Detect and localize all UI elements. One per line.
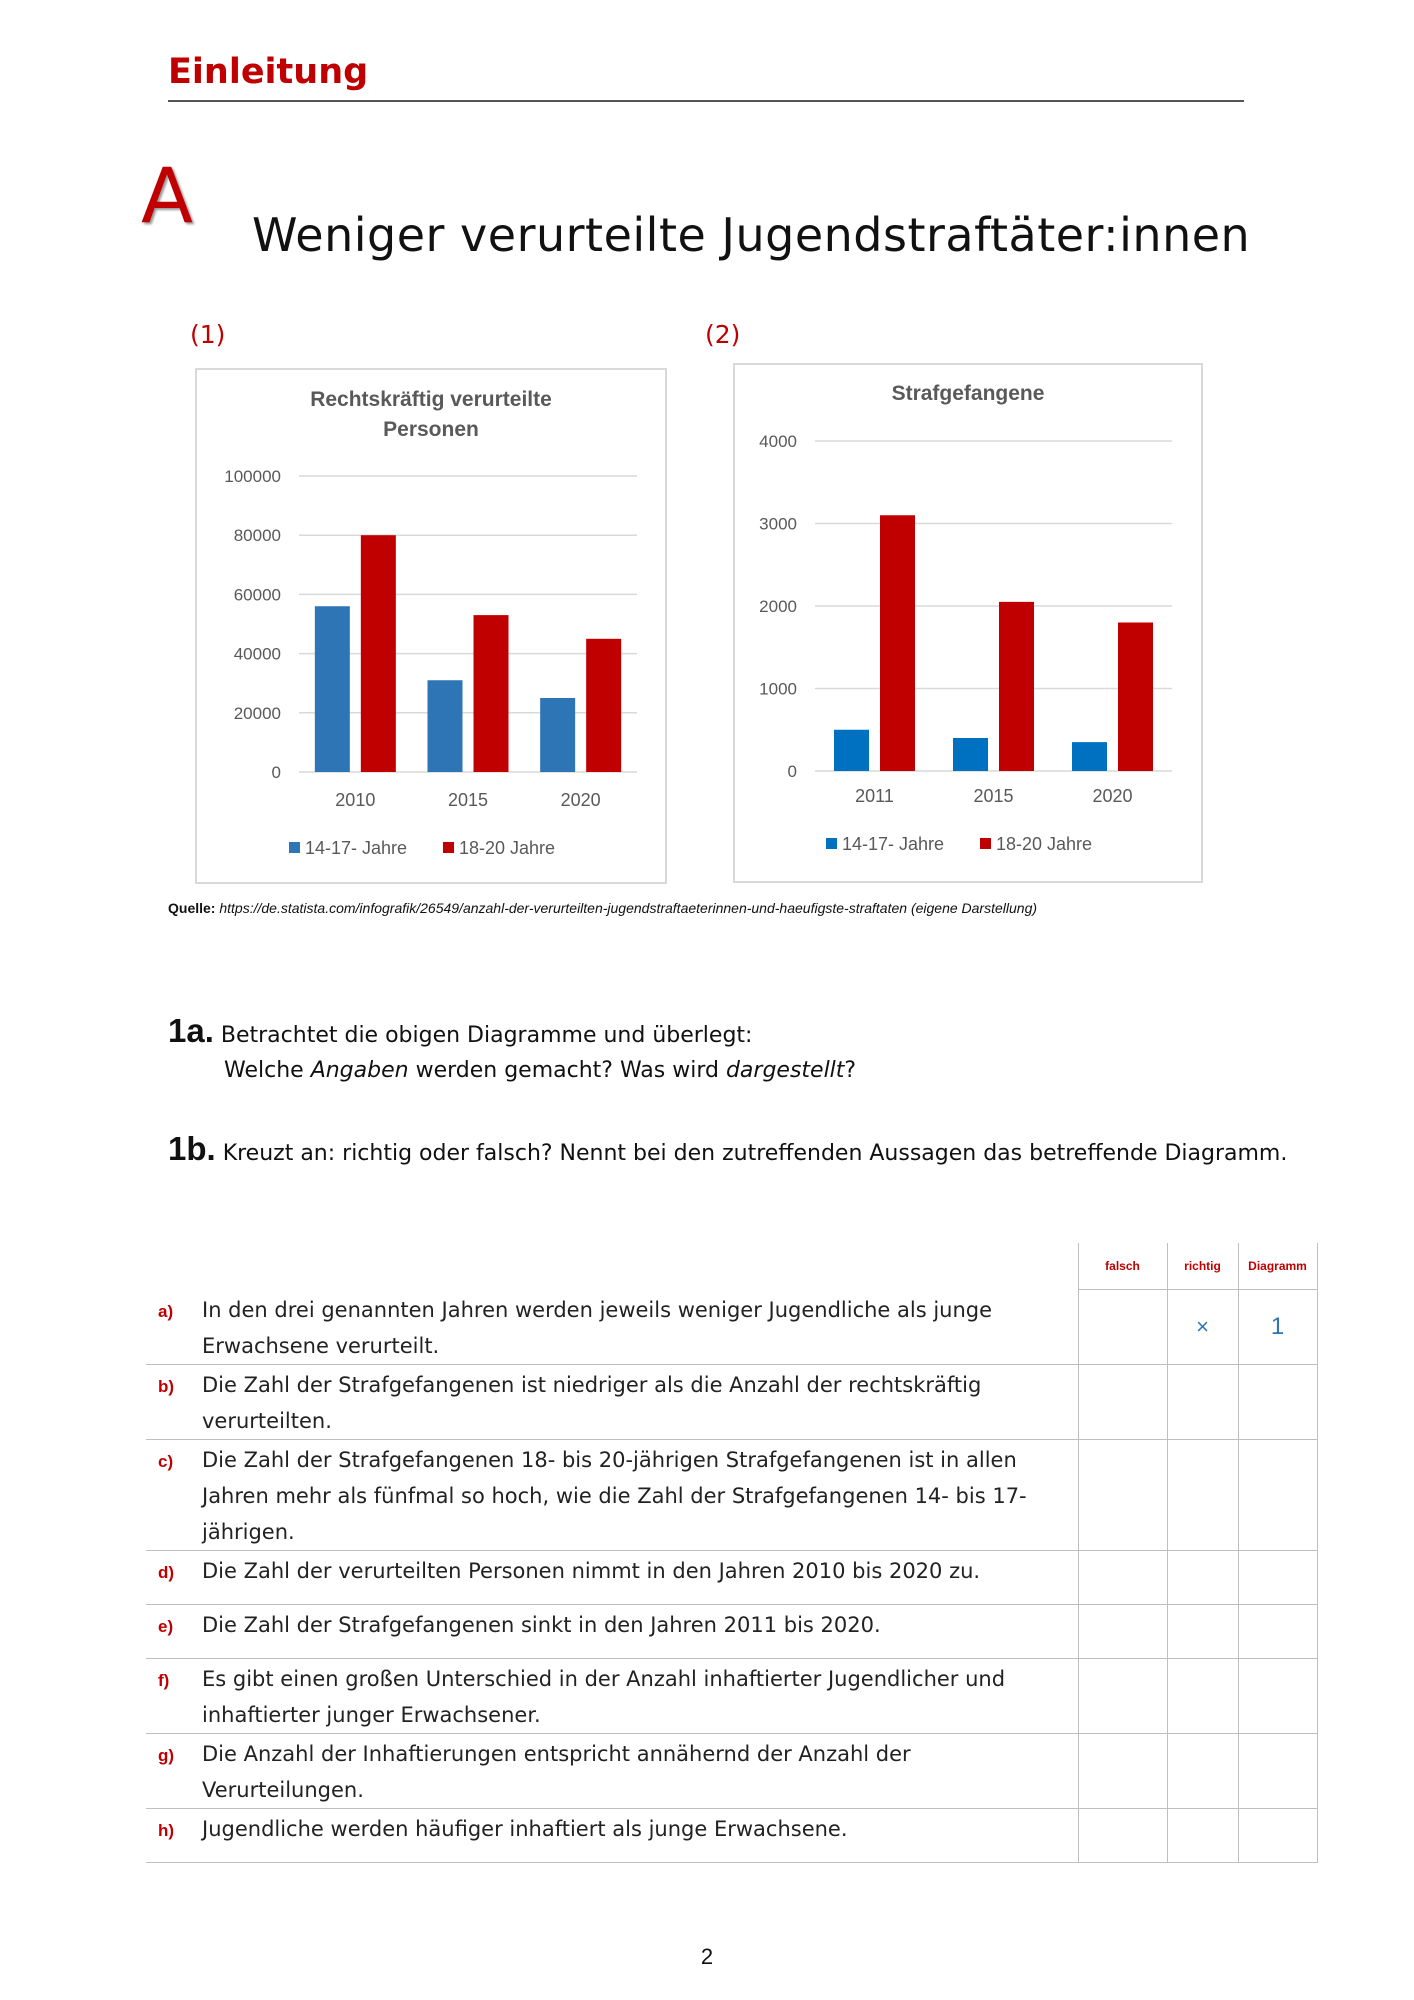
chart-svg-1 <box>197 370 665 882</box>
row-statement: Es gibt einen großen Unterschied in der Anzahl inhaftierter Jugendlicher und inhaftierter junger Erwachsener. <box>202 1658 1078 1733</box>
row-statement: Die Anzahl der Inhaftierungen entspricht annähernd der Anzahl der Verurteilungen. <box>202 1733 1078 1808</box>
row-letter: d) <box>146 1550 202 1604</box>
header-diagramm: Diagramm <box>1238 1243 1317 1290</box>
legend-swatch <box>289 842 300 853</box>
section-letter: A <box>141 151 193 240</box>
y-tick-label: 40000 <box>233 644 281 664</box>
task-1a-question <box>224 1058 856 1083</box>
chart-title: Personen <box>383 418 479 441</box>
checkbox-richtig[interactable] <box>1167 1808 1238 1862</box>
x-tick-label: 2015 <box>973 786 1014 806</box>
q-part: werden gemacht? Was wird <box>408 1058 726 1083</box>
diagram-field[interactable] <box>1238 1604 1317 1658</box>
task-1b-number: 1b. <box>168 1130 216 1167</box>
y-tick-label: 20000 <box>233 703 281 723</box>
bar <box>474 615 509 772</box>
checkbox-falsch[interactable] <box>1078 1439 1167 1550</box>
figure-label-2: (2) <box>705 320 741 349</box>
task-1a <box>168 1012 752 1050</box>
checkbox-falsch[interactable] <box>1078 1658 1167 1733</box>
y-tick-label: 1000 <box>759 679 797 699</box>
table-row <box>146 1733 1317 1808</box>
diagram-field[interactable] <box>1238 1733 1317 1808</box>
y-tick-label: 0 <box>271 763 281 782</box>
bar <box>428 680 463 772</box>
task-1a-text: Betrachtet die obigen Diagramme und überlegt: <box>220 1023 753 1048</box>
diagram-field[interactable] <box>1238 1808 1317 1862</box>
bar <box>540 698 575 772</box>
bar <box>586 639 621 772</box>
row-statement: Jugendliche werden häufiger inhaftiert als junge Erwachsene. <box>202 1808 1078 1862</box>
checkbox-falsch[interactable] <box>1078 1604 1167 1658</box>
checkbox-richtig[interactable] <box>1167 1733 1238 1808</box>
checkbox-falsch[interactable] <box>1078 1550 1167 1604</box>
y-tick-label: 100000 <box>224 467 281 486</box>
y-tick-label: 2000 <box>759 597 797 616</box>
checkbox-richtig[interactable] <box>1167 1604 1238 1658</box>
table-row <box>146 1658 1317 1733</box>
q-emphasis: dargestellt <box>725 1058 845 1083</box>
checkbox-richtig[interactable] <box>1167 1439 1238 1550</box>
bar <box>1072 742 1107 771</box>
checkbox-richtig[interactable] <box>1167 1364 1238 1439</box>
q-emphasis: Angaben <box>310 1058 409 1083</box>
y-tick-label: 3000 <box>759 514 797 534</box>
x-tick-label: 2011 <box>855 786 894 806</box>
diagram-field[interactable]: 1 <box>1238 1290 1317 1365</box>
x-tick-label: 2020 <box>1092 786 1133 806</box>
bar <box>361 535 396 772</box>
row-statement: Die Zahl der Strafgefangenen sinkt in den Jahren 2011 bis 2020. <box>202 1604 1078 1658</box>
row-letter: g) <box>146 1733 202 1808</box>
chart-title: Rechtskräftig verurteilte <box>310 388 552 411</box>
bar <box>1118 623 1153 772</box>
y-tick-label: 4000 <box>759 432 797 451</box>
chart-title: Strafgefangene <box>891 382 1045 405</box>
y-tick-label: 60000 <box>233 585 281 605</box>
x-tick-label: 2010 <box>335 790 376 810</box>
bar <box>880 515 915 771</box>
task-1b-text: Kreuzt an: richtig oder falsch? Nennt bei den zutreffenden Aussagen das betreffende Diagramm. <box>222 1141 1288 1166</box>
header-richtig: richtig <box>1167 1243 1238 1290</box>
diagram-field[interactable] <box>1238 1364 1317 1439</box>
diagram-field[interactable] <box>1238 1658 1317 1733</box>
checkbox-richtig[interactable] <box>1167 1550 1238 1604</box>
table-row <box>146 1439 1317 1550</box>
legend-swatch <box>826 838 837 849</box>
section-title: Einleitung <box>168 52 369 92</box>
page-number: 2 <box>700 1944 714 1969</box>
row-letter: f) <box>146 1658 202 1733</box>
table-row <box>146 1550 1317 1604</box>
header-falsch: falsch <box>1078 1243 1167 1290</box>
row-statement: Die Zahl der Strafgefangenen ist niedriger als die Anzahl der rechtskräftig verurteilten. <box>202 1364 1078 1439</box>
x-tick-label: 2015 <box>447 790 489 810</box>
checkbox-richtig[interactable]: × <box>1167 1290 1238 1365</box>
legend-label: 18-20 Jahre <box>996 834 1093 854</box>
table-header-blank <box>146 1243 1078 1290</box>
bar <box>999 602 1034 771</box>
page-title: Weniger verurteilte Jugendstraftäter:innen <box>252 208 1251 262</box>
row-statement: In den drei genannten Jahren werden jeweils weniger Jugendliche als junge Erwachsene verurteilt. <box>202 1290 1078 1365</box>
y-tick-label: 0 <box>787 762 797 781</box>
table-row <box>146 1364 1317 1439</box>
legend-swatch <box>443 842 454 853</box>
checkbox-falsch[interactable] <box>1078 1808 1167 1862</box>
legend-label: 14-17- Jahre <box>842 834 945 854</box>
checkbox-richtig[interactable] <box>1167 1658 1238 1733</box>
header-rule <box>168 100 1244 102</box>
row-letter: h) <box>146 1808 202 1862</box>
table-row <box>146 1808 1317 1862</box>
checkbox-falsch[interactable] <box>1078 1364 1167 1439</box>
source-note <box>168 900 1037 916</box>
checkbox-falsch[interactable] <box>1078 1733 1167 1808</box>
diagram-field[interactable] <box>1238 1439 1317 1550</box>
chart-svg-2 <box>735 365 1201 881</box>
row-statement: Die Zahl der Strafgefangenen 18- bis 20-jährigen Strafgefangenen ist in allen Jahren mehr als fünfmal so hoch, wie die Zahl der Strafgefangenen 14- bis 17-jährigen. <box>202 1439 1078 1550</box>
table-row <box>146 1290 1317 1365</box>
source-label: Quelle: <box>168 900 216 916</box>
row-letter: b) <box>146 1364 202 1439</box>
x-tick-label: 2020 <box>560 790 601 810</box>
row-letter: c) <box>146 1439 202 1550</box>
legend-label: 18-20 Jahre <box>459 838 556 858</box>
checkbox-falsch[interactable] <box>1078 1290 1167 1365</box>
bar <box>953 738 988 771</box>
legend-swatch <box>980 838 991 849</box>
figure-label-1: (1) <box>190 320 226 349</box>
row-letter: a) <box>146 1290 202 1365</box>
row-statement: Die Zahl der verurteilten Personen nimmt in den Jahren 2010 bis 2020 zu. <box>202 1550 1078 1604</box>
task-1a-number: 1a. <box>168 1012 214 1049</box>
table-row <box>146 1604 1317 1658</box>
y-tick-label: 80000 <box>233 526 281 546</box>
bar <box>834 730 869 771</box>
q-part: ? <box>844 1058 857 1083</box>
chart-verurteilte <box>195 368 667 884</box>
q-part: Welche <box>224 1058 311 1083</box>
bar <box>315 606 350 772</box>
source-link[interactable]: https://de.statista.com/infografik/26549/anzahl-der-verurteilten-jugendstraftaeterinnen-und-haeufigste-straftaten (eigene Darstellung) <box>219 900 1038 916</box>
diagram-field[interactable] <box>1238 1550 1317 1604</box>
legend-label: 14-17- Jahre <box>305 838 408 858</box>
task-1b <box>168 1130 1287 1168</box>
chart-strafgefangene <box>733 363 1203 883</box>
statement-table <box>146 1243 1318 1863</box>
row-letter: e) <box>146 1604 202 1658</box>
